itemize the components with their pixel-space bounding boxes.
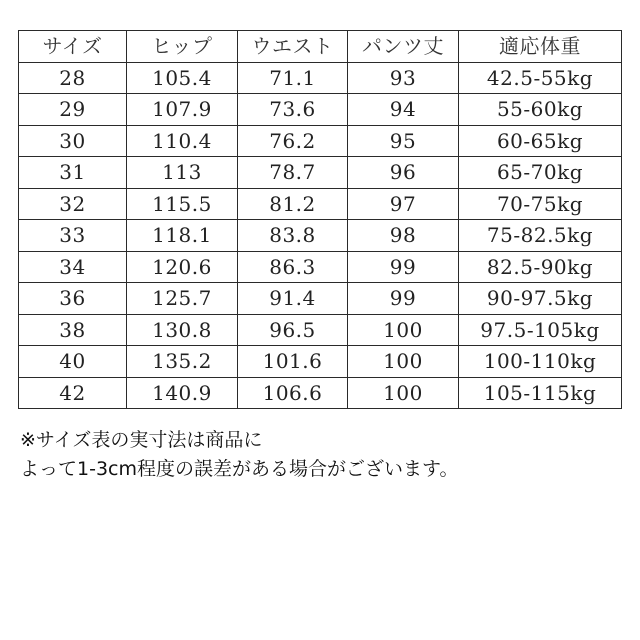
cell-size: 31 [19,157,127,189]
cell-hip: 110.4 [127,125,238,157]
cell-waist: 81.2 [238,188,348,220]
cell-waist: 91.4 [238,283,348,315]
cell-size: 32 [19,188,127,220]
cell-pants-length: 96 [348,157,459,189]
cell-hip: 125.7 [127,283,238,315]
cell-waist: 83.8 [238,220,348,252]
cell-hip: 130.8 [127,314,238,346]
table-row [19,125,622,157]
cell-waist: 78.7 [238,157,348,189]
cell-size: 40 [19,346,127,378]
cell-size: 30 [19,125,127,157]
cell-hip: 135.2 [127,346,238,378]
cell-pants-length: 100 [348,314,459,346]
cell-waist: 106.6 [238,377,348,409]
cell-hip: 113 [127,157,238,189]
cell-weight: 105-115kg [459,377,622,409]
header-size: サイズ [19,31,127,63]
cell-size: 38 [19,314,127,346]
table-row [19,314,622,346]
cell-pants-length: 100 [348,346,459,378]
table-body [19,62,622,409]
header-hip: ヒップ [127,31,238,63]
cell-weight: 55-60kg [459,94,622,126]
cell-hip: 107.9 [127,94,238,126]
table-row [19,251,622,283]
cell-hip: 115.5 [127,188,238,220]
cell-pants-length: 99 [348,251,459,283]
cell-size: 28 [19,62,127,94]
cell-hip: 105.4 [127,62,238,94]
cell-pants-length: 100 [348,377,459,409]
note-line-1: ※サイズ表の実寸法は商品に [20,429,263,451]
table-row [19,346,622,378]
cell-waist: 96.5 [238,314,348,346]
table-row [19,377,622,409]
cell-hip: 120.6 [127,251,238,283]
cell-size: 29 [19,94,127,126]
cell-pants-length: 99 [348,283,459,315]
table-header-row [19,31,622,63]
cell-size: 42 [19,377,127,409]
cell-hip: 118.1 [127,220,238,252]
note-line-2: よって1-3cm程度の誤差がある場合がございます。 [20,458,459,480]
cell-weight: 100-110kg [459,346,622,378]
cell-waist: 101.6 [238,346,348,378]
cell-pants-length: 98 [348,220,459,252]
cell-pants-length: 97 [348,188,459,220]
cell-weight: 60-65kg [459,125,622,157]
cell-weight: 82.5-90kg [459,251,622,283]
cell-pants-length: 95 [348,125,459,157]
header-pants-length: パンツ丈 [348,31,459,63]
table-row [19,94,622,126]
table-row [19,220,622,252]
header-waist: ウエスト [238,31,348,63]
table-row [19,157,622,189]
table-row [19,188,622,220]
cell-pants-length: 93 [348,62,459,94]
cell-hip: 140.9 [127,377,238,409]
size-table [18,30,622,409]
cell-size: 36 [19,283,127,315]
cell-waist: 73.6 [238,94,348,126]
cell-weight: 90-97.5kg [459,283,622,315]
cell-size: 33 [19,220,127,252]
cell-waist: 71.1 [238,62,348,94]
cell-weight: 97.5-105kg [459,314,622,346]
header-weight: 適応体重 [459,31,622,63]
cell-waist: 86.3 [238,251,348,283]
cell-weight: 75-82.5kg [459,220,622,252]
cell-weight: 42.5-55kg [459,62,622,94]
table-row [19,283,622,315]
table-row [19,62,622,94]
cell-pants-length: 94 [348,94,459,126]
cell-size: 34 [19,251,127,283]
cell-waist: 76.2 [238,125,348,157]
cell-weight: 65-70kg [459,157,622,189]
cell-weight: 70-75kg [459,188,622,220]
